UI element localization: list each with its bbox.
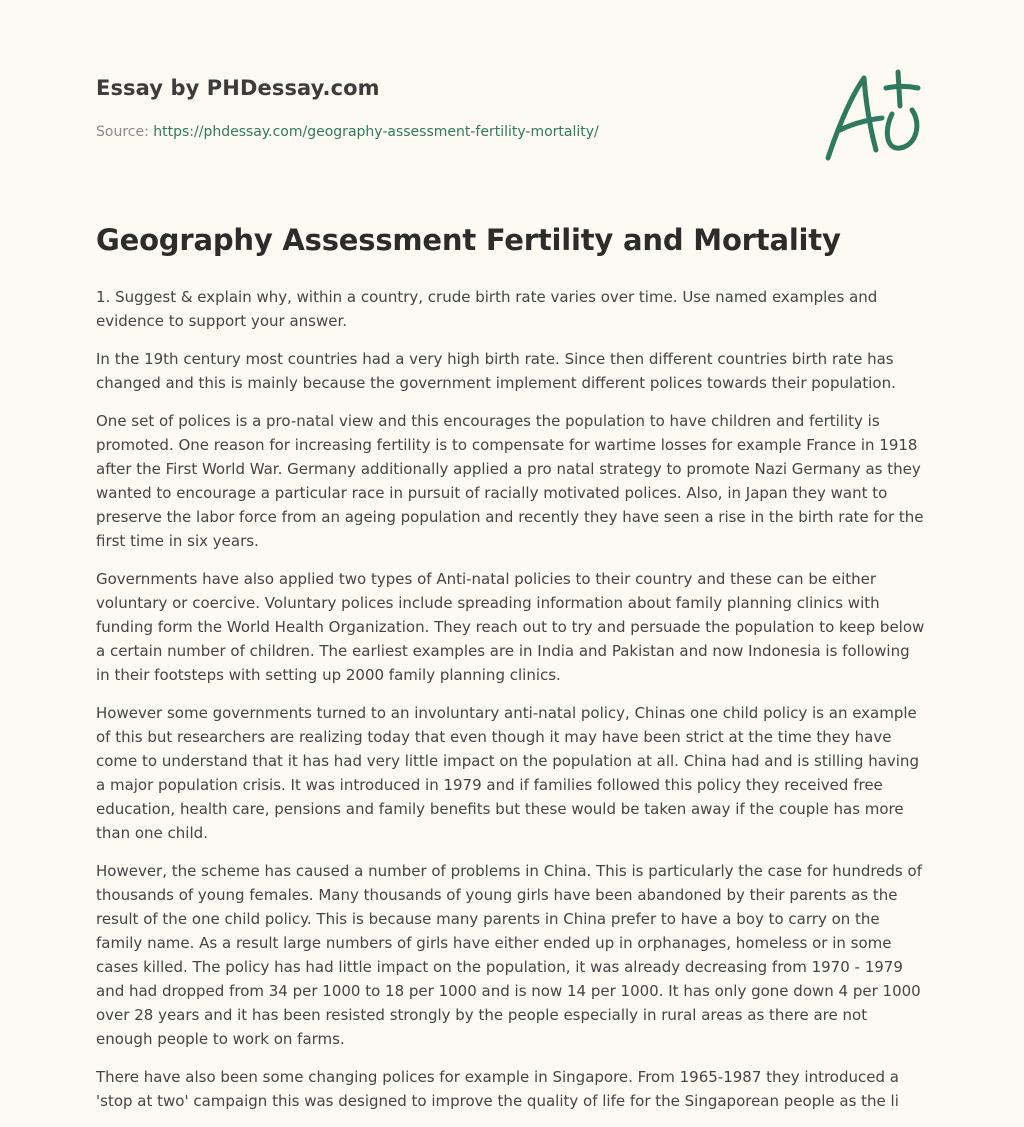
source-label: Source: [96, 124, 149, 140]
site-brand: Essay by PHDessay.com [96, 76, 380, 100]
essay-paragraph: Governments have also applied two types of Anti-natal policies to their country and these can be either voluntary or coercive. Voluntary polices include spreading information about family planning clinics with funding form the World Health Organization. They reach out to try and persuade the population to keep below a certain number of children. The earliest examples are in India and Pakistan and now Indonesia is following in their footsteps with setting up 2000 family planning clinics. [96, 570, 925, 684]
essay-paragraph: One set of polices is a pro-natal view and this encourages the population to have children and fertility is promoted. One reason for increasing fertility is to compensate for wartime losses for example France in 1918 after the First World War. Germany additionally applied a pro natal strategy to promote Nazi Germany as they wanted to encourage a particular race in pursuit of racially motivated polices. Also, in Japan they want to preserve the labor force from an ageing population and recently they have seen a rise in the birth rate for the first time in six years. [96, 412, 924, 550]
essay-paragraph: However, the scheme has caused a number of problems in China. This is particularly the case for hundreds of thousands of young females. Many thousands of young girls have been abandoned by their parents as the result of the one child policy. This is because many parents in China prefer to have a boy to carry on the family name. As a result large numbers of girls have either ended up in orphanages, homeless or in some cases killed. The policy has had little impact on the population, it was already decreasing from 1970 - 1979 and had dropped from 34 per 1000 to 18 per 1000 and is now 14 per 1000. It has only gone down 4 per 1000 over 28 years and it has been resisted strongly by the people especially in rural areas as there are not enough people to work on farms. [96, 862, 922, 1048]
a-plus-logo-icon [820, 66, 930, 166]
essay-paragraph: 1. Suggest & explain why, within a country, crude birth rate varies over time. Use named examples and evidence to support your answer. [96, 288, 878, 330]
essay-paragraph: In the 19th century most countries had a very high birth rate. Since then different countries birth rate has changed and this is mainly because the government implement different polices towards their population. [96, 350, 896, 392]
essay-paragraph: There have also been some changing polices for example in Singapore. From 1965-1987 they introduced a 'stop at two' campaign this was designed to improve the quality of life for the Singaporean people as the li [96, 1068, 899, 1110]
essay-paragraph: However some governments turned to an involuntary anti-natal policy, Chinas one child policy is an example of this but researchers are realizing today that even though it may have been strict at the time they have come to understand that it has had very little impact on the population at all. China had and is stilling having a major population crisis. It was introduced in 1979 and if families followed this policy they received free education, health care, pensions and family benefits but these would be taken away if the couple has more than one child. [96, 704, 919, 842]
source-link[interactable]: https://phdessay.com/geography-assessment-fertility-mortality/ [153, 124, 599, 140]
essay-title: Geography Assessment Fertility and Mortality [96, 223, 841, 257]
source-line [96, 124, 599, 140]
essay-body [96, 285, 928, 1127]
